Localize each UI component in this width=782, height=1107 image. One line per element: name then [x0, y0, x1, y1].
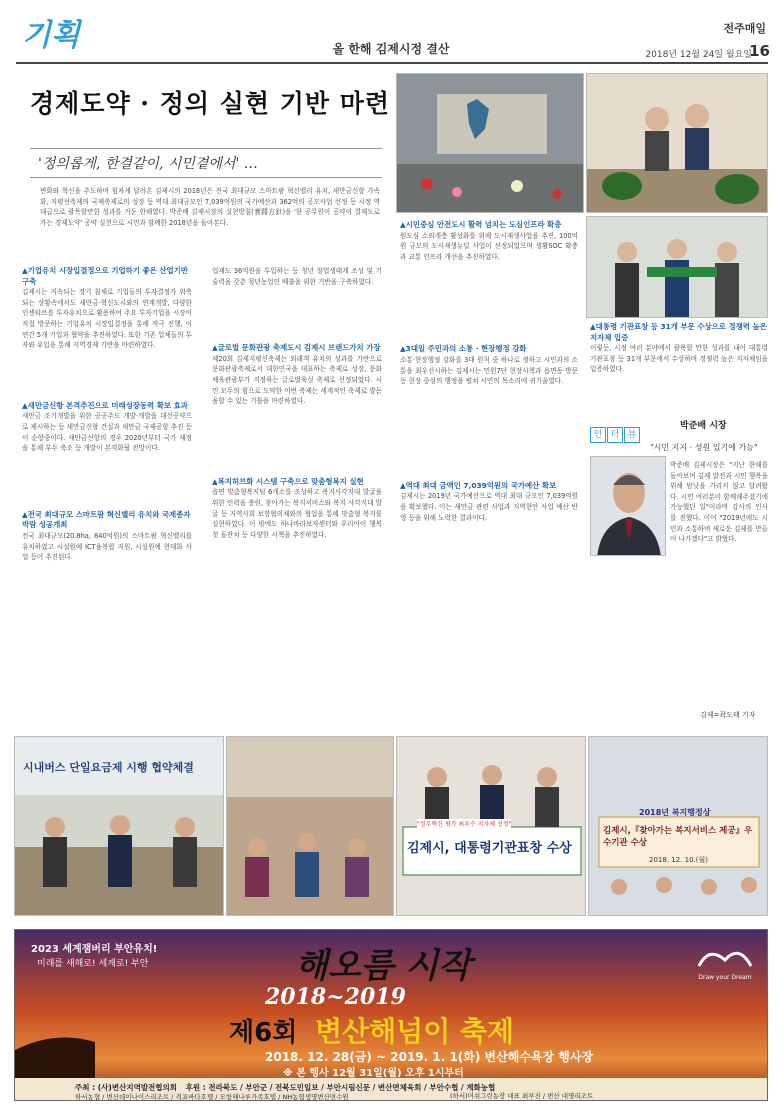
ad-note: ※ 본 행사 12월 31일(월) 오후 1시부터	[283, 1068, 464, 1079]
photo-officials-ceremony	[586, 216, 768, 318]
column-3	[400, 220, 578, 523]
section-heading: ▲기업유치 시장입결정으로 기업하기 좋은 산업기반 구축	[22, 266, 188, 286]
lead-paragraph: 변화와 혁신을 주도하며 힘차게 달려온 김제시의 2018년은 전국 최대규모 스마트팜 혁신밸리 유치, 새만금신항 가속화, 지평선축제의 국제축제로의 성장 등 역대 최대규모인 7,039억원의 국가예산과 362억의 공모사업 선정 등 시정 역대급으로 괄목할만한 성과를 거둔 한해였다. 박준배 김제시장의 실천방침(實踐方針)을 '한 공무원이 공약이 결재도로 가는 경제도약' 공약 실천으로 시민과 함께한 2018년을 돌아본다.	[40, 187, 380, 227]
header-rule	[16, 62, 768, 64]
host-label: 주최 :	[75, 1083, 96, 1092]
sponsor-list: 전라북도 / 부안군 / 전북도민일보 / 부안시림신문 / 변산면체육회 / 부안수협 / 계화농협	[208, 1083, 496, 1092]
column-1	[22, 266, 192, 563]
subhead-rule-bottom	[30, 177, 382, 178]
host-name: (사)변산지역발전협의회	[97, 1083, 178, 1092]
section-body: 이렇듯, 시정 여러 분야에서 괄목할 만한 성과를 내어 대통령 기관표창 등 31개 부문에서 수상하며 경쟁력 높은 지자체임을 입증하였다.	[590, 344, 768, 374]
interview-quote: "시민 지지 · 성원 있기에 가능"	[650, 443, 758, 452]
photo-welfare-award	[588, 736, 768, 916]
subhead: '정의롭게, 한결같이, 시민곁에서' …	[38, 156, 258, 172]
photo-mayor-portrait	[590, 456, 666, 556]
photo-watermelon-visit	[586, 73, 768, 213]
photo-sign-text: 김제시, 대통령기관표창 수상	[407, 841, 572, 856]
section-body: 원도심 소외계층 활성화를 위해 도시재생사업을 추진, 100억원 규모의 도시재생뉴딜 사업이 선정되었으며 생활SOC 확충과 교통 인프라 개선을 추진하였다.	[400, 231, 578, 261]
section-heading: ▲글로벌 문화관광 축제도시 김제시 브랜드가치 가장	[212, 343, 381, 353]
ad-dates: 2018. 12. 28(금) ~ 2019. 1. 1(화) 변산해수욕장 행사장	[265, 1050, 594, 1064]
section-body: 제20회 김제지평선축제는 외래객 유치의 성과를 기반으로 문화관광축제로서 대한민국을 대표하는 축제로 성장, 문화체육관광부가 지정하는 글로벌육성 축제로 선정되었다. 시민 모두의 힘으로 도약한 이번 축제는 세계적인 축제로 발돋움할 수 있는 기틀을 마련하였다.	[212, 354, 382, 406]
section-body: 읍면 맞춤형복지팀 6개소를 조성하고 복지사각지대 발굴을 위한 인력을 충원, 찾아가는 복지서비스와 복지 사각지대 발굴 등 지역사회 보장협의체와의 협업을 통해 맞춤형 복지를 실현하였다. 이 밖에도 하나바라보자센터와 우리아이 행복 첫 돌잔치 등 다양한 시책을 추진하였다.	[212, 488, 382, 539]
photo-cultural-event	[226, 736, 394, 916]
photo-presidential-award	[396, 736, 586, 916]
interview-tag-char: 뷰	[624, 427, 640, 443]
interview-tag	[590, 422, 768, 438]
photo-sign-caption: 2018년 복지행정상	[639, 808, 711, 817]
buan-logo	[695, 942, 755, 981]
photo-sign-caption: "정부혁신 평가 최우수 지자체 선정"	[417, 821, 512, 828]
photo-aerial-festival	[396, 73, 584, 213]
section-heading: ▲시민중심 안전도시 활력 넘치는 도심인프라 확충	[400, 220, 562, 229]
subhead-rule-top	[30, 148, 382, 149]
section-body: 소통·현장행정 강화를 3대 원칙 중 하나로 정하고 시민과의 소통을 최우선시하는 김제시는 민원7단 현장시책과 읍면동 방문 등 현장 중심의 행정을 펼쳐 시민의 목소리에 귀기울였다.	[400, 355, 578, 386]
interview-tag-char: 인	[590, 427, 606, 443]
photo-sign-text: 김제시,『찾아가는 복지서비스 제공』우수기관 수상	[603, 826, 753, 848]
section-heading: ▲새만금신항 본격추진으로 미래성장동력 확보 효과	[22, 400, 188, 410]
newspaper-name: 전주매일	[723, 22, 766, 35]
section-kicker: 기획	[22, 18, 80, 53]
section-body: 전국 최대규모(20.8ha, 840억원)의 스마트팜 혁신밸리를 유치하였고 시설원예 ICT융복합 지원, 시설원예 현대화 사업 등이 추진된다.	[22, 531, 192, 562]
section-heading: ▲전국 최대규모 스마트팜 혁신밸리 유치와 국제종자박람 성공개최	[22, 509, 191, 530]
ad-title-prefix: 제6회	[229, 1018, 298, 1048]
page-number: 16	[749, 42, 770, 60]
ad-sponsor-row-3: (하서)머쉬그린농장 대표 최부진 / 변산 대명리조트	[450, 1092, 594, 1100]
ad-title-main: 변산해넘이 축제	[315, 1015, 515, 1048]
ad-slogan-1: 2023 세계잼버리 부안유치!	[31, 944, 158, 955]
section-heading: ▲역대 최대 금액인 7,039억원의 국가예산 확보	[400, 480, 557, 490]
photo-sign-date: 2018. 12. 10.(월)	[649, 856, 708, 864]
ad-years: 2018~2019	[265, 984, 406, 1010]
column-4	[590, 322, 768, 375]
interview-tag-char: 터	[607, 427, 623, 443]
photo-bus-agreement	[14, 736, 224, 916]
column-2	[212, 266, 382, 540]
issue-date: 2018년 12월 24일 월요일	[645, 50, 752, 60]
interview-byline: 김제=곽도태 기자	[700, 711, 756, 719]
ad-slogan-2: 미래를 새해로! 세계로! 부안	[37, 959, 149, 969]
section-title: 올 한해 김제시정 결산	[332, 42, 450, 56]
ad-calligraphy: 해오름 시작	[295, 946, 472, 986]
section-body: 새만금 조기개발을 위한 공공주도 개발·개발을 대선공약으로 제시하는 등 새만금신항 건설과 새만금 국제공항 추진 등이 순항중이다. 새만금신항의 경우 2020년부터 국가 재정을 통해 부두 축조 등 개발이 본격화될 전망이다.	[22, 412, 192, 453]
section-heading: ▲복지허브화 시스템 구축으로 맞춤형복지 실현	[212, 476, 364, 486]
headline: 경제도약 · 정의 실현 기반 마련	[30, 89, 391, 118]
section-body: 김제시는 지속되는 경기 침체로 기업들의 투자결정가 위축되는 상황속에서도 새만금·혁신도시와의 연계개발, 다양한 인센티브를 투자유치으로 활용하여 주요 투자기업을 시장이 직접 방문하는 기업유치 시장입결정을 통해 적극 진행, 이 연간 5개 기업과 협약을 추진하였다. 또한 기존 업체들의 투자와 유입을 통해 지역경제 기반을 마련하였다.	[22, 288, 192, 350]
sponsor-label: 후원 :	[185, 1083, 206, 1092]
festival-ad-banner	[14, 929, 768, 1101]
ad-sponsor-row-2: 하서농협 / 변산데이나이스리조트 / 격포바다호텔 / 모항해나루가족호텔 / NH농협생명변산면수원	[75, 1093, 349, 1101]
photo-sign-text: 시내버스 단일요금제 시행 협약체결	[23, 761, 194, 774]
interview-body: 박준배 김제시장은 "지난 한해를 돌아보며 김제 발전과 시민 행복을 위해 밤낮을 가리지 않고 달려왔다. 시민 여러분이 함께해주셨기에 가능했던 일"이라며 감사의 인사를 전했다. 이어 "2019년에도 시민과 소통하며 새로운 김제를 만들어 나가겠다"고 밝혔다.	[670, 461, 768, 544]
interviewee-name: 박준배 시장	[680, 421, 727, 431]
logo-caption: Draw your Dream	[698, 974, 752, 981]
section-heading: ▲3대일 주민과의 소통 · 현장행정 강화	[400, 344, 527, 354]
section-heading: ▲대통령 기관표창 등 31개 부문 수상으로 경쟁력 높은 지자체 입증	[590, 322, 767, 342]
section-body: 김제시는 2019년 국가예산으로 역대 최대 규모인 7,039억원을 확보했다. 이는 새만금 관련 사업과 지역현안 사업 예산 반영 등을 위해 노력한 결과이다.	[400, 492, 578, 522]
section-body: 업재도 36억원을 투입하는 등 청년 창업생태계 조성 및 기술력을 갖춘 청년농업인 배출을 위한 기반을 구축하였다.	[212, 267, 382, 286]
